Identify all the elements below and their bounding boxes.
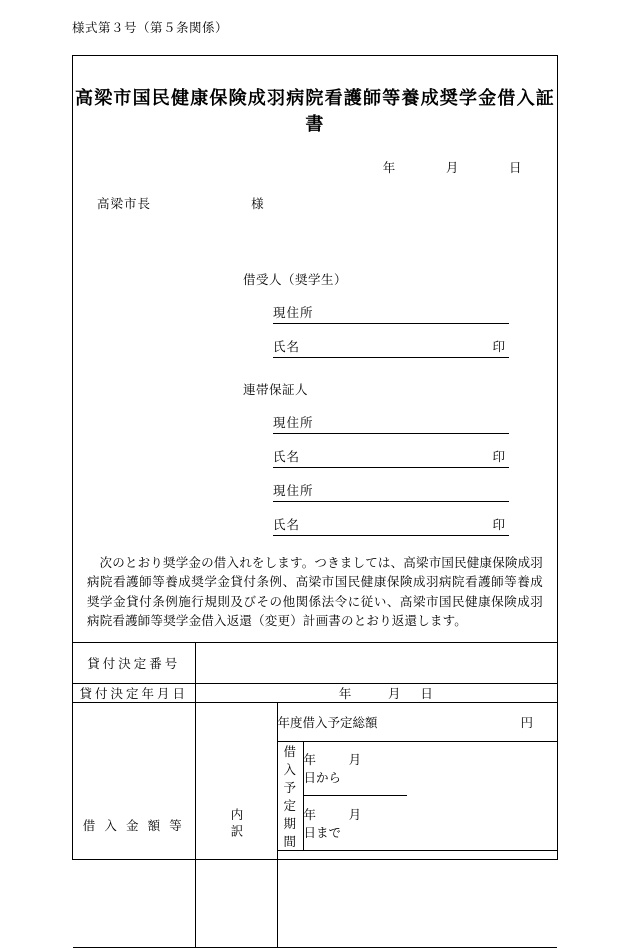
borrower-address-input[interactable] xyxy=(317,297,509,324)
date-line xyxy=(73,158,557,176)
amount-section-label: 借 入 金 額 等 xyxy=(73,702,195,947)
loan-date-day: 日 xyxy=(420,686,433,701)
document-frame xyxy=(72,55,558,860)
period-to-year: 年 xyxy=(303,807,317,822)
guarantor1-seal-label: 印 xyxy=(492,450,505,464)
borrower-block xyxy=(73,270,557,358)
loan-date-label: 貸付決定年月日 xyxy=(73,683,195,702)
period-from-value[interactable] xyxy=(303,741,407,796)
period-to-value[interactable] xyxy=(303,796,407,851)
guarantor2-name-row xyxy=(273,510,509,536)
guarantor1-address-row xyxy=(273,408,509,434)
period-from-day: 日から xyxy=(303,771,342,786)
table-row-loan-number xyxy=(73,642,557,683)
table-row-total-amount xyxy=(73,702,557,741)
guarantor1-address-input[interactable] xyxy=(317,407,509,434)
borrower-address-row xyxy=(273,298,509,324)
notes-area[interactable] xyxy=(277,850,557,947)
loan-number-value[interactable] xyxy=(195,642,557,683)
guarantor2-address-label: 現住所 xyxy=(273,481,317,502)
loan-date-value[interactable] xyxy=(195,683,557,702)
table-row-loan-date xyxy=(73,683,557,702)
guarantor1-name-row xyxy=(273,442,509,468)
page-title: 高梁市国民健康保険成羽病院看護師等養成奨学金借入証書 xyxy=(75,88,555,134)
date-day: 日 xyxy=(509,161,522,175)
date-month: 月 xyxy=(445,161,459,175)
form-code: 様式第３号（第５条関係） xyxy=(72,21,229,35)
guarantor-block xyxy=(73,380,557,536)
total-amount-row[interactable] xyxy=(277,702,557,741)
addressee xyxy=(73,194,557,212)
breakdown-label: 内訳 xyxy=(195,702,277,947)
loan-date-year: 年 xyxy=(338,686,352,701)
period-label: 借入予定期間 xyxy=(277,741,303,850)
guarantor1-name-input[interactable] xyxy=(317,441,509,468)
loan-date-month: 月 xyxy=(387,686,401,701)
total-amount-unit: 円 xyxy=(520,715,533,730)
total-amount-label: 年度借入予定総額 xyxy=(277,715,378,730)
date-year: 年 xyxy=(382,161,396,175)
period-from-month: 月 xyxy=(348,753,362,768)
guarantor1-address-label: 現住所 xyxy=(273,413,317,434)
guarantor1-name-label: 氏名 xyxy=(273,447,317,468)
borrower-name-row xyxy=(273,332,509,358)
guarantor2-seal-label: 印 xyxy=(492,518,505,532)
borrower-address-label: 現住所 xyxy=(273,303,317,324)
addressee-name: 高梁市長 xyxy=(97,197,152,211)
loan-details-table xyxy=(73,642,557,948)
guarantor2-address-input[interactable] xyxy=(317,475,509,502)
guarantor2-address-row xyxy=(273,476,509,502)
guarantor-label: 連帯保証人 xyxy=(243,383,309,397)
addressee-honorific: 様 xyxy=(251,197,265,211)
statement-text: 次のとおり奨学金の借入れをします。つきましては、高梁市国民健康保険成羽病院看護師等養成奨学金貸付条例、高梁市国民健康保険成羽病院看護師等養成奨学金貸付条例施行規則及びその他関係法令に従い、高梁市国民健康保険成羽病院看護師等奨学金借入返還（変更）計画書のとおり返還します。 xyxy=(87,556,544,629)
period-from-year: 年 xyxy=(303,753,317,768)
period-to-month: 月 xyxy=(348,807,362,822)
borrower-name-input[interactable] xyxy=(317,331,509,358)
period-to-day: 日まで xyxy=(303,825,342,840)
loan-number-label: 貸付決定番号 xyxy=(73,642,195,683)
guarantor2-name-input[interactable] xyxy=(317,509,509,536)
guarantor2-name-label: 氏名 xyxy=(273,515,317,536)
borrower-label: 借受人（奨学生） xyxy=(243,273,348,287)
borrower-seal-label: 印 xyxy=(492,340,505,354)
borrower-name-label: 氏名 xyxy=(273,337,317,358)
